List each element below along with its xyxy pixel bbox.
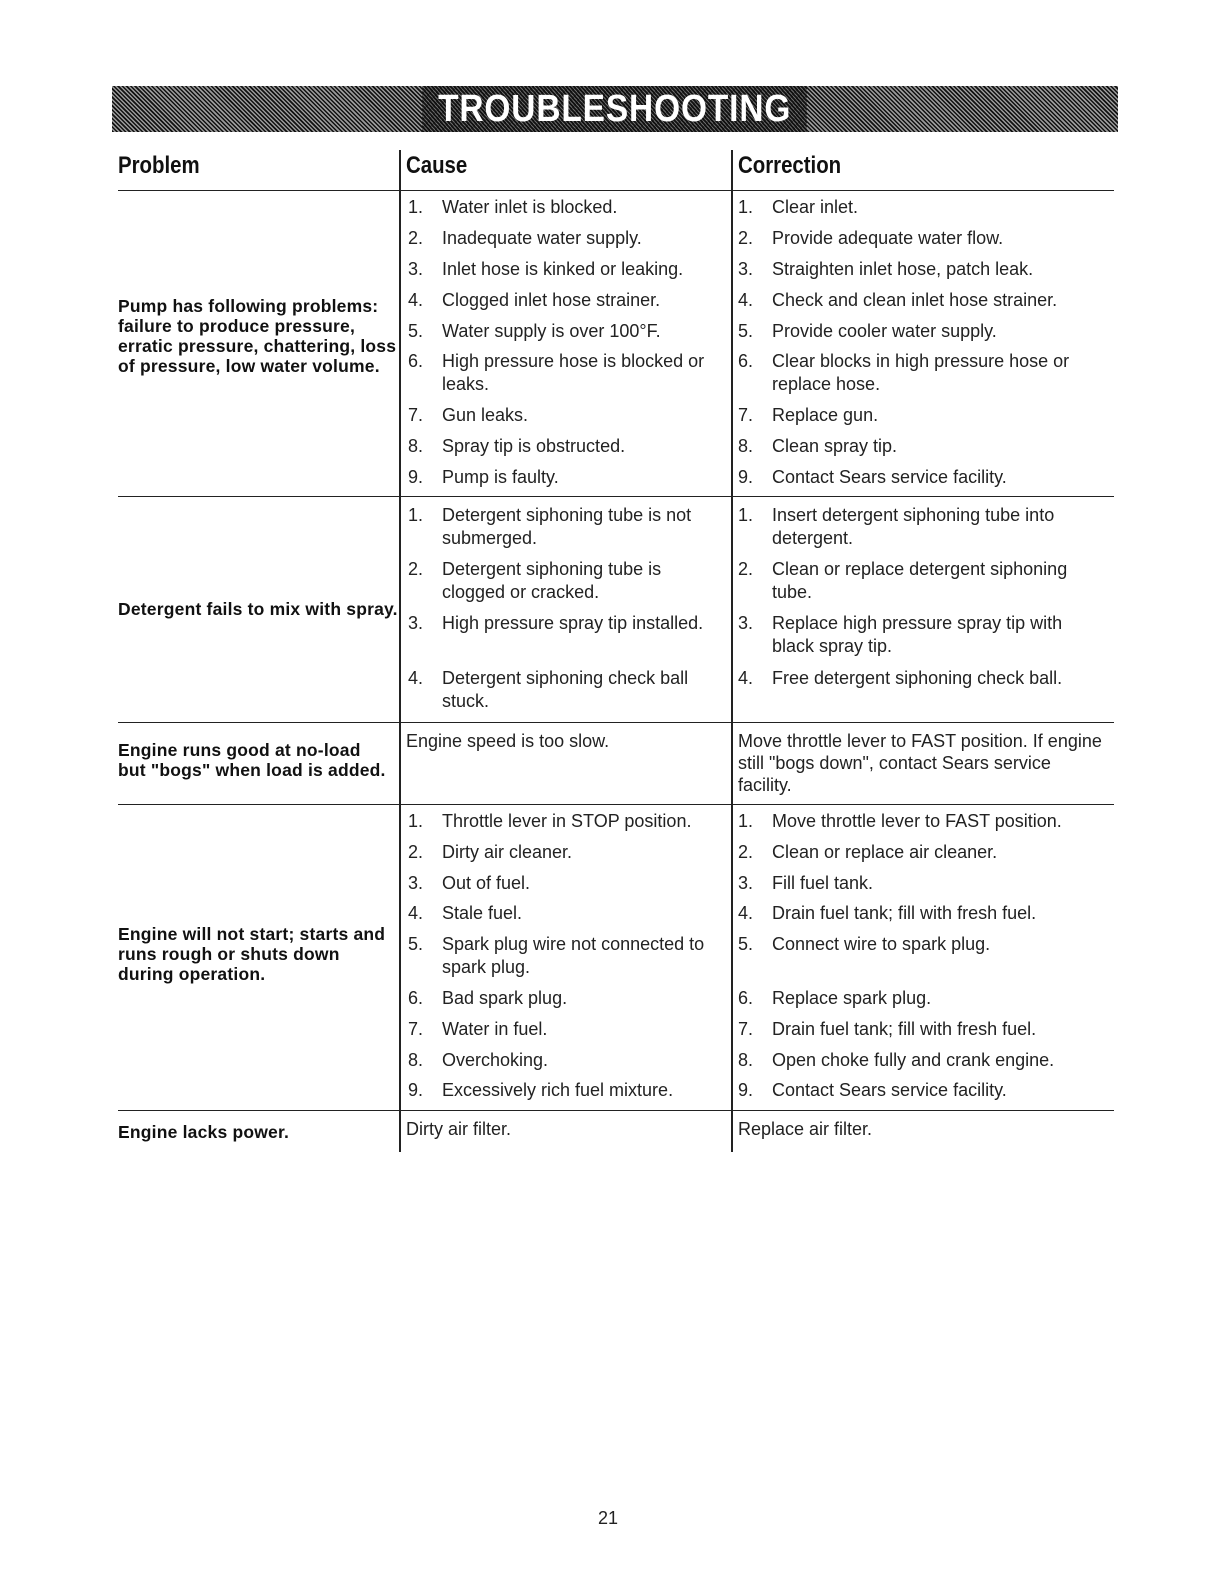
item-text: Detergent siphoning tube is clogged or cracked. <box>442 559 662 602</box>
item-text: Provide adequate water flow. <box>772 228 1004 248</box>
section-divider <box>118 1110 1114 1111</box>
problem-engine-power: Engine lacks power. <box>118 1122 290 1142</box>
item-text: Clean spray tip. <box>772 436 898 456</box>
problem-detergent: Detergent fails to mix with spray. <box>118 599 398 619</box>
page-title: TROUBLESHOOTING <box>423 86 808 132</box>
item-text: Check and clean inlet hose strainer. <box>772 290 1058 310</box>
item-text: High pressure spray tip installed. <box>442 613 704 633</box>
item-number: 6. <box>738 988 754 1008</box>
item-number: 8. <box>738 436 754 456</box>
problem-header: Problem <box>118 152 200 179</box>
problem-engine-start: Engine will not start; starts and runs rough or shuts down during operation. <box>118 924 386 984</box>
item-text: Free detergent siphoning check ball. <box>772 668 1063 688</box>
item-text: Replace high pressure spray tip with black spray tip. <box>772 613 1063 656</box>
item-number: 9. <box>408 467 424 487</box>
cause-text: Engine speed is too slow. <box>406 731 610 751</box>
problem-engine-bogs: Engine runs good at no-load but "bogs" when load is added. <box>118 740 386 780</box>
item-text: Water in fuel. <box>442 1019 548 1039</box>
item-number: 1. <box>738 505 754 525</box>
item-number: 7. <box>408 405 424 425</box>
page-number: 21 <box>598 1508 619 1528</box>
item-number: 2. <box>408 559 424 579</box>
item-number: 4. <box>738 903 754 923</box>
item-number: 8. <box>738 1050 754 1070</box>
item-number: 7. <box>408 1019 424 1039</box>
item-number: 9. <box>738 1080 754 1100</box>
item-text: Detergent siphoning tube is not submerged. <box>442 505 692 548</box>
item-text: Replace spark plug. <box>772 988 932 1008</box>
item-number: 8. <box>408 1050 424 1070</box>
item-text: Replace gun. <box>772 405 879 425</box>
item-number: 6. <box>408 351 424 371</box>
item-number: 1. <box>738 811 754 831</box>
item-number: 9. <box>408 1080 424 1100</box>
item-text: Provide cooler water supply. <box>772 321 997 341</box>
item-text: Bad spark plug. <box>442 988 568 1008</box>
item-text: Contact Sears service facility. <box>772 1080 1007 1100</box>
item-text: Fill fuel tank. <box>772 873 874 893</box>
item-text: Detergent siphoning check ball stuck. <box>442 668 689 711</box>
item-text: Stale fuel. <box>442 903 523 923</box>
item-number: 3. <box>408 613 424 633</box>
item-number: 2. <box>738 228 754 248</box>
item-text: Out of fuel. <box>442 873 531 893</box>
item-number: 3. <box>738 259 754 279</box>
item-text: Clear inlet. <box>772 197 859 217</box>
item-number: 2. <box>408 228 424 248</box>
item-text: Spark plug wire not connected to spark plug. <box>442 934 705 977</box>
cause-text: Dirty air filter. <box>406 1119 512 1139</box>
item-text: Dirty air cleaner. <box>442 842 573 862</box>
item-text: Clean or replace detergent siphoning tube. <box>772 559 1068 602</box>
problem-pump: Pump has following problems: failure to produce pressure, erratic pressure, chattering, loss of pressure, low water volume. <box>118 296 397 376</box>
item-text: Connect wire to spark plug. <box>772 934 991 954</box>
item-text: Inadequate water supply. <box>442 228 642 248</box>
item-number: 4. <box>408 290 424 310</box>
item-text: High pressure hose is blocked or leaks. <box>442 351 705 394</box>
item-number: 5. <box>408 321 424 341</box>
item-text: Insert detergent siphoning tube into detergent. <box>772 505 1055 548</box>
section-divider <box>118 804 1114 805</box>
item-number: 1. <box>738 197 754 217</box>
item-text: Open choke fully and crank engine. <box>772 1050 1055 1070</box>
item-number: 2. <box>738 559 754 579</box>
item-number: 1. <box>408 197 424 217</box>
section-divider <box>118 496 1114 497</box>
item-text: Contact Sears service facility. <box>772 467 1007 487</box>
item-number: 5. <box>738 321 754 341</box>
item-number: 4. <box>408 668 424 688</box>
correction-header: Correction <box>738 152 842 179</box>
section-divider <box>118 722 1114 723</box>
item-text: Clear blocks in high pressure hose or replace hose. <box>772 351 1070 394</box>
item-number: 3. <box>738 613 754 633</box>
item-text: Straighten inlet hose, patch leak. <box>772 259 1034 279</box>
item-number: 3. <box>408 259 424 279</box>
item-text: Throttle lever in STOP position. <box>442 811 692 831</box>
item-number: 5. <box>408 934 424 954</box>
correction-text: Move throttle lever to FAST position. If engine still "bogs down", contact Sears service facility. <box>738 731 1102 795</box>
item-number: 4. <box>738 290 754 310</box>
item-number: 1. <box>408 505 424 525</box>
item-number: 3. <box>738 873 754 893</box>
item-text: Drain fuel tank; fill with fresh fuel. <box>772 1019 1037 1039</box>
item-number: 8. <box>408 436 424 456</box>
item-number: 2. <box>738 842 754 862</box>
item-text: Overchoking. <box>442 1050 549 1070</box>
item-text: Clogged inlet hose strainer. <box>442 290 661 310</box>
item-text: Gun leaks. <box>442 405 529 425</box>
item-number: 4. <box>738 668 754 688</box>
item-number: 6. <box>738 351 754 371</box>
header-rule <box>118 190 1114 191</box>
item-text: Water inlet is blocked. <box>442 197 618 217</box>
title-banner <box>112 86 1118 132</box>
item-text: Spray tip is obstructed. <box>442 436 626 456</box>
item-text: Inlet hose is kinked or leaking. <box>442 259 684 279</box>
item-number: 7. <box>738 1019 754 1039</box>
item-number: 6. <box>408 988 424 1008</box>
correction-text: Replace air filter. <box>738 1119 873 1139</box>
item-number: 7. <box>738 405 754 425</box>
item-number: 2. <box>408 842 424 862</box>
cause-column-divider <box>399 150 401 1152</box>
item-text: Move throttle lever to FAST position. <box>772 811 1062 831</box>
cause-header: Cause <box>406 152 468 179</box>
item-number: 1. <box>408 811 424 831</box>
item-number: 4. <box>408 903 424 923</box>
item-text: Clean or replace air cleaner. <box>772 842 998 862</box>
item-text: Excessively rich fuel mixture. <box>442 1080 674 1100</box>
item-text: Water supply is over 100°F. <box>442 321 661 341</box>
item-number: 9. <box>738 467 754 487</box>
item-number: 3. <box>408 873 424 893</box>
item-text: Drain fuel tank; fill with fresh fuel. <box>772 903 1037 923</box>
item-number: 5. <box>738 934 754 954</box>
item-text: Pump is faulty. <box>442 467 559 487</box>
